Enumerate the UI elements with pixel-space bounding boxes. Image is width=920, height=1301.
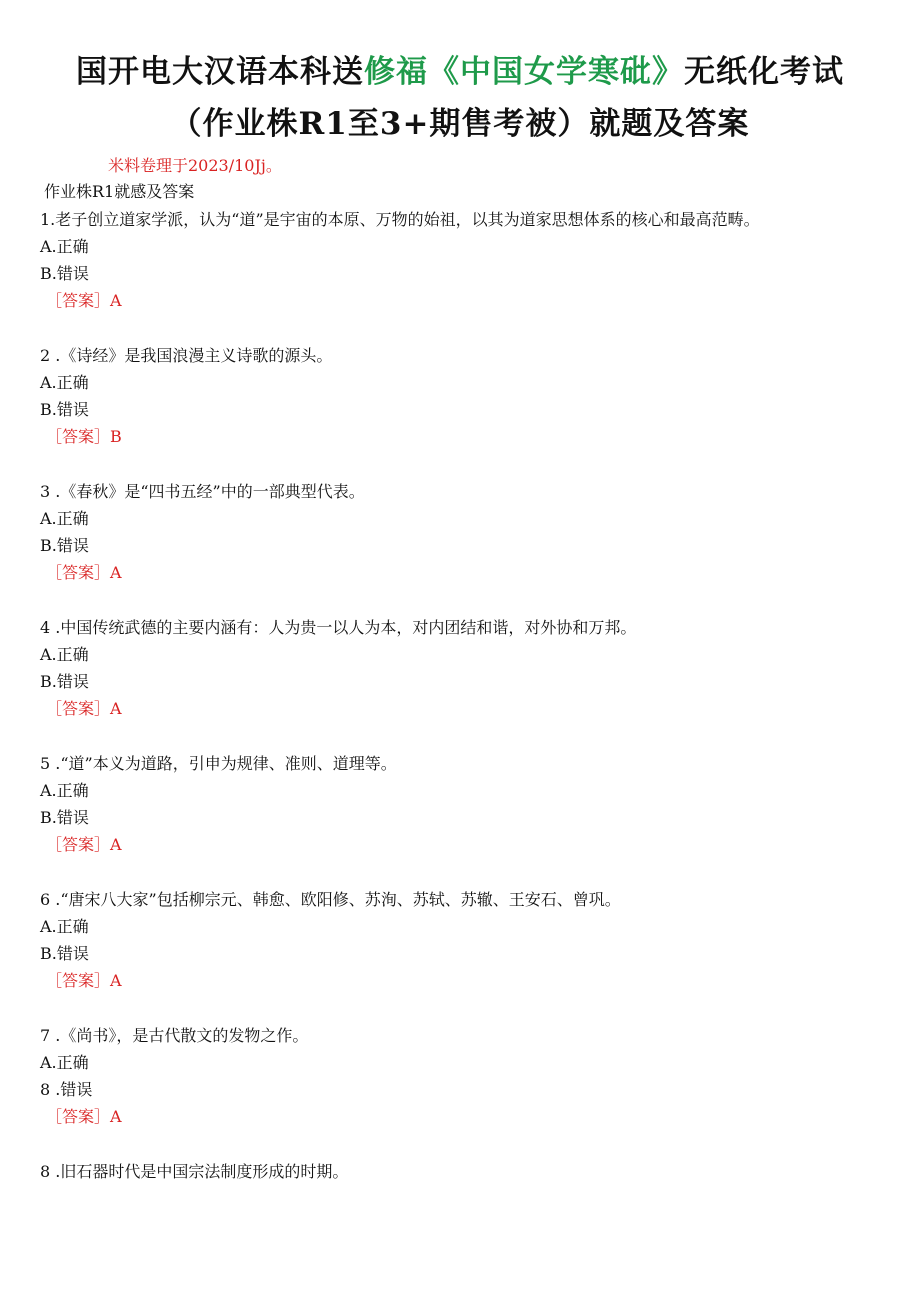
question-option: A.正确 <box>40 237 89 256</box>
question-option: B.错误 <box>40 536 89 555</box>
title-text-start: 国开电大汉语本科送 <box>76 54 364 90</box>
question-stem: 4 .中国传统武德的主要内涵有：人为贵一以人为本，对内团结和谐，对外协和万邦。 <box>40 618 637 637</box>
question-option: B.错误 <box>40 944 89 963</box>
answer-label: ［答案］A <box>46 699 122 718</box>
document-title-line2: （作业株R1至3+期售考被）就题及答案 <box>170 106 750 142</box>
question-item <box>40 342 880 450</box>
question-item <box>40 1022 880 1130</box>
question-option: A.正确 <box>40 509 89 528</box>
answer-label: ［答案］B <box>46 427 122 446</box>
question-item <box>40 886 880 994</box>
question-option: B.错误 <box>40 808 89 827</box>
question-stem: 2 .《诗经》是我国浪漫主义诗歌的源头。 <box>40 346 333 365</box>
compile-note: 米料卷理于2023/10Jj。 <box>108 156 282 175</box>
title-text-end: 无纸化考试 <box>684 54 844 90</box>
answer-label: ［答案］A <box>46 971 122 990</box>
answer-label: ［答案］A <box>46 1107 122 1126</box>
question-item <box>40 750 880 858</box>
question-item <box>40 614 880 722</box>
question-option: A.正确 <box>40 781 89 800</box>
document-title-line1 <box>0 52 920 92</box>
question-stem: 1.老子创立道家学派，认为“道”是宇宙的本原、万物的始祖，以其为道家思想体系的核心和最高范畴。 <box>40 210 760 229</box>
question-option: A.正确 <box>40 373 89 392</box>
question-stem: 3 .《春秋》是“四书五经”中的一部典型代表。 <box>40 482 365 501</box>
question-stem: 5 .“道”本义为道路，引申为规律、准则、道理等。 <box>40 754 397 773</box>
question-option: A.正确 <box>40 917 89 936</box>
question-item <box>40 478 880 586</box>
answer-label: ［答案］A <box>46 563 122 582</box>
section-heading: 作业株R1就感及答案 <box>44 182 195 201</box>
question-option: A.正确 <box>40 1053 89 1072</box>
title-text-highlight: 修福《中国女学寒砒》 <box>364 54 684 90</box>
question-option: B.错误 <box>40 672 89 691</box>
answer-label: ［答案］A <box>46 291 122 310</box>
question-option: B.错误 <box>40 264 89 283</box>
question-stem: 8 .旧石器时代是中国宗法制度形成的时期。 <box>40 1162 349 1181</box>
question-option: A.正确 <box>40 645 89 664</box>
question-item <box>40 1158 880 1185</box>
answer-label: ［答案］A <box>46 835 122 854</box>
question-stem: 6 .“唐宋八大家”包括柳宗元、韩愈、欧阳修、苏洵、苏轼、苏辙、王安石、曾巩。 <box>40 890 621 909</box>
question-stem: 7 .《尚书》，是古代散文的发物之作。 <box>40 1026 309 1045</box>
question-list <box>40 206 880 1213</box>
question-option: B.错误 <box>40 400 89 419</box>
question-item <box>40 206 880 314</box>
question-option: 8 .错误 <box>40 1080 93 1099</box>
